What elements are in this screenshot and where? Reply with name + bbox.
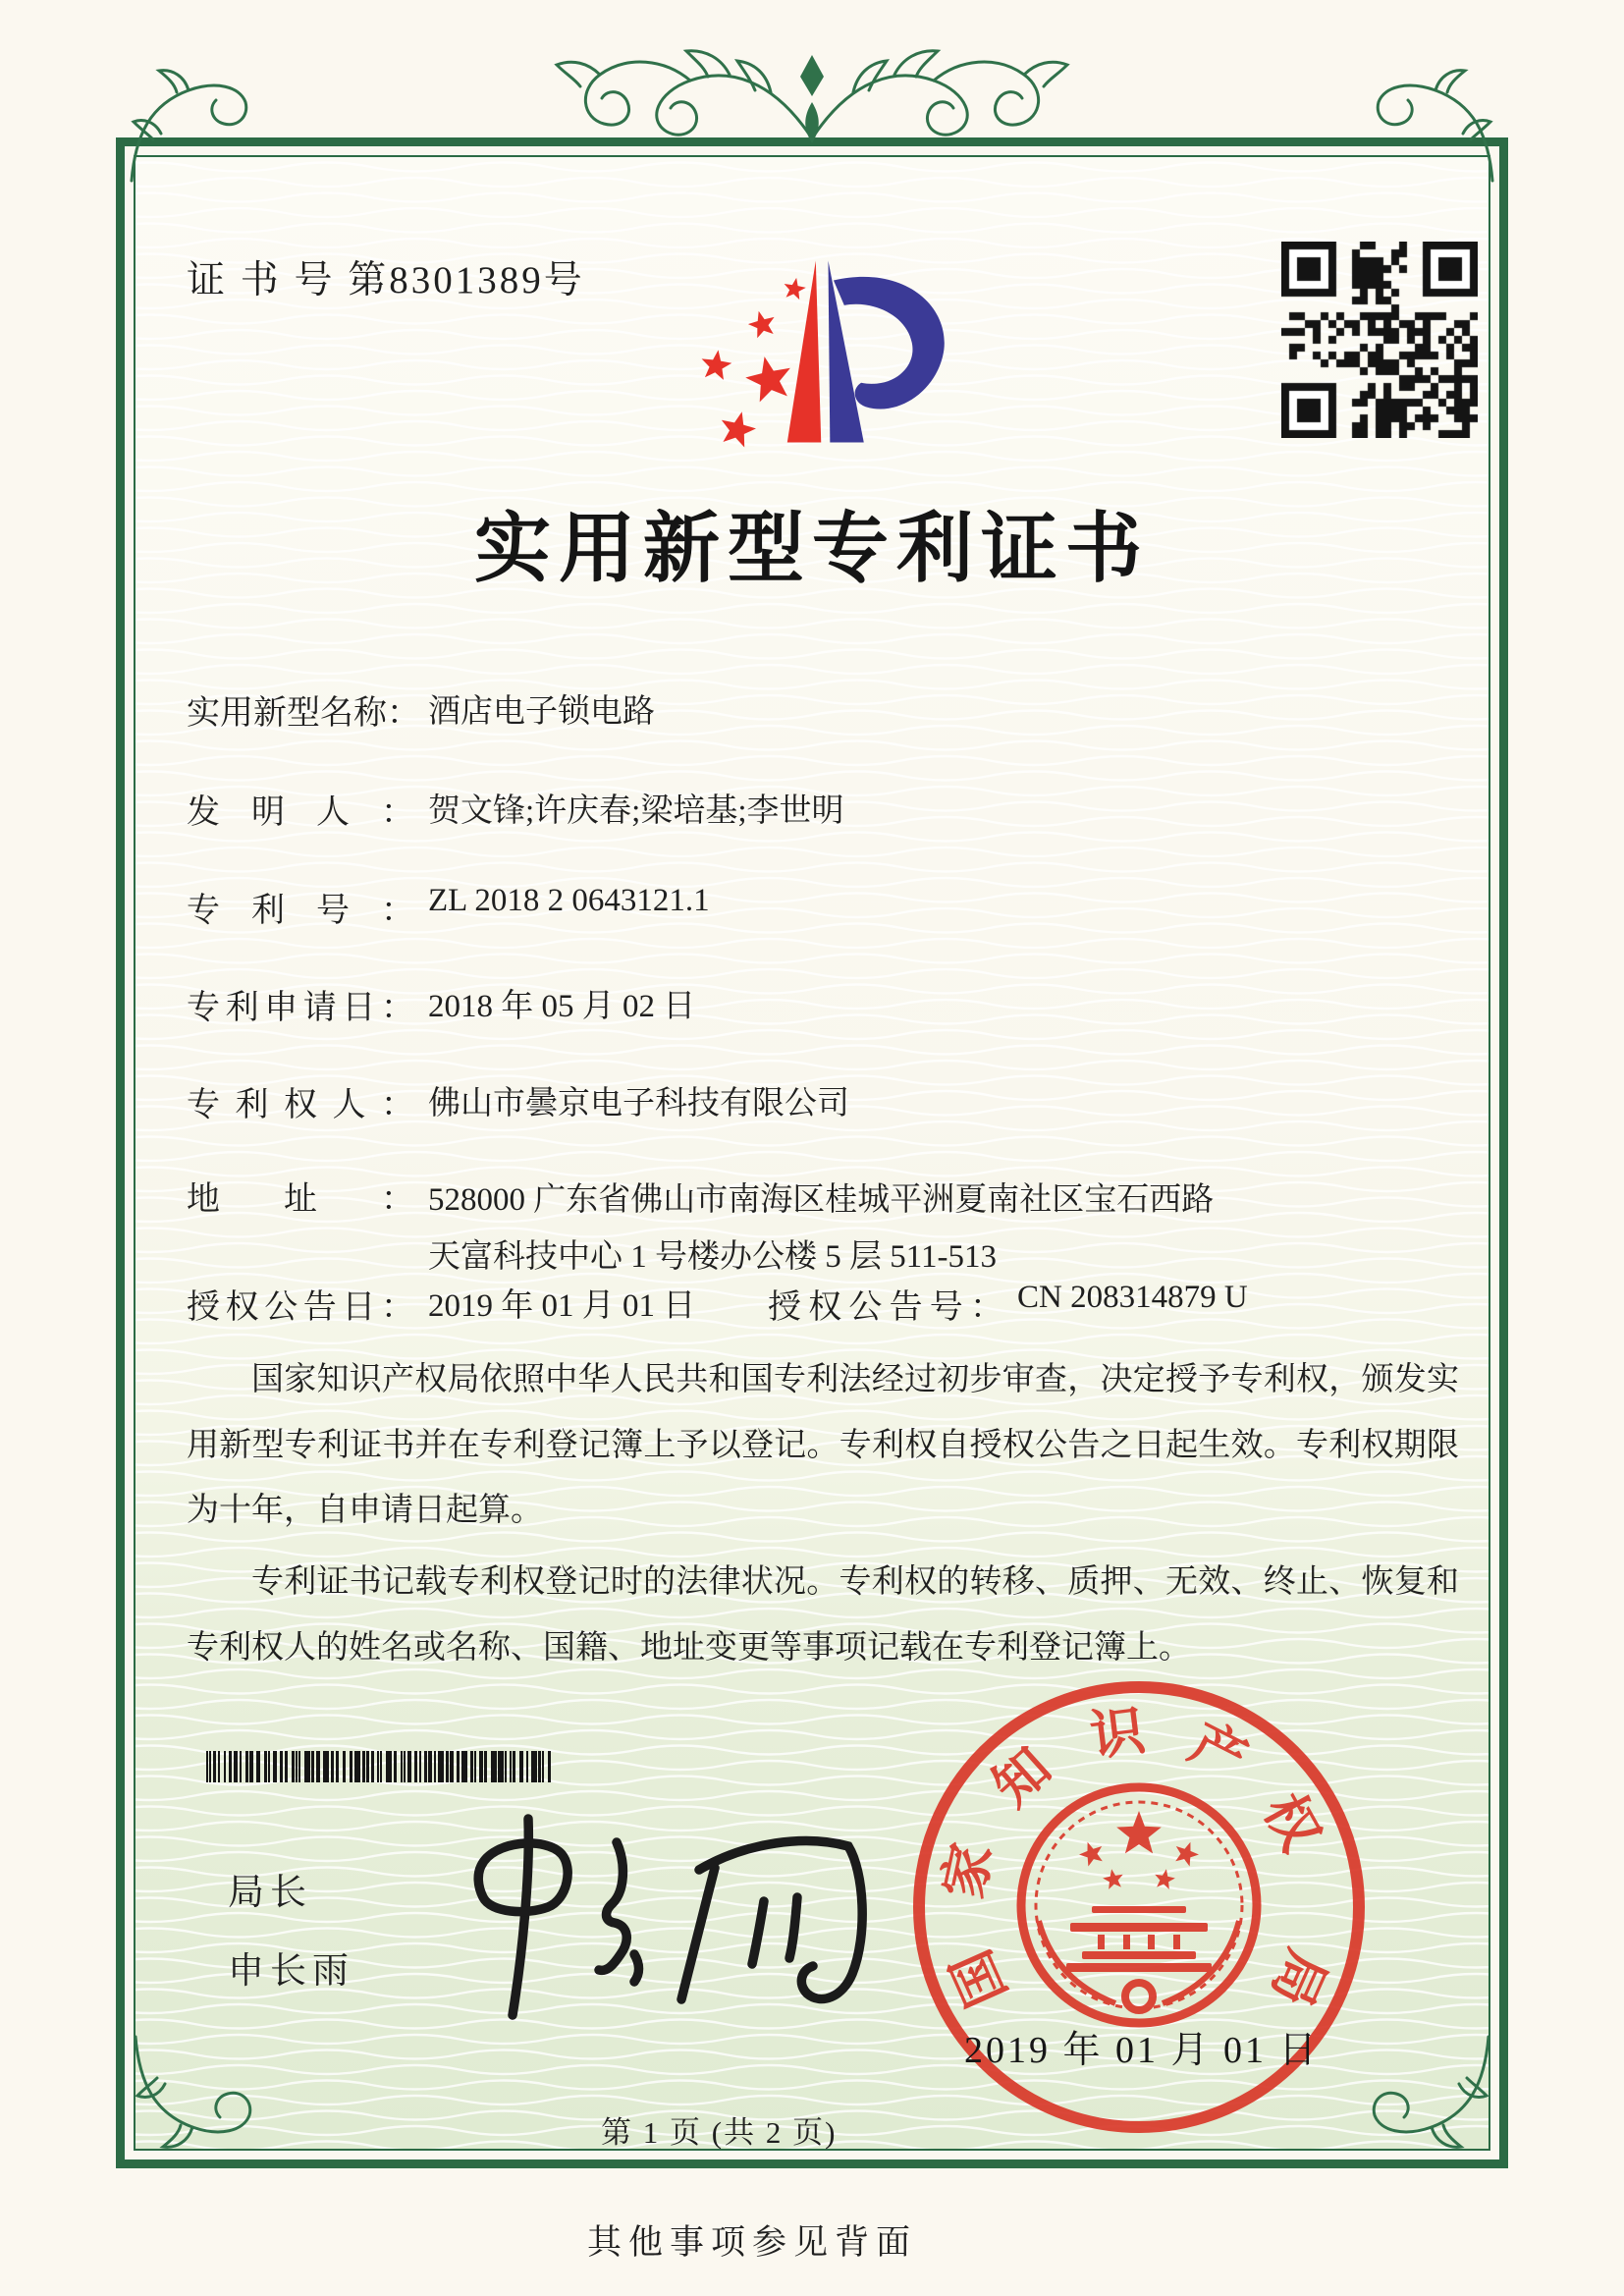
field-row-inventors	[187, 785, 844, 833]
field-label: 发明人：	[187, 794, 414, 831]
field-row-patentee	[187, 1077, 849, 1125]
field-label: 专利权人：	[187, 1087, 414, 1123]
seal-character: 知	[982, 1736, 1062, 1818]
top-right-corner-ornament	[1371, 65, 1498, 183]
qr-code	[1281, 242, 1478, 438]
field-label: 授权公告日：	[187, 1289, 414, 1326]
legal-paragraph-2: 专利证书记载专利权登记时的法律状况。专利权的转移、质押、无效、终止、恢复和专利权人的姓名或名称、国籍、地址变更等事项记载在专利登记簿上。	[187, 1563, 1459, 1666]
top-center-dragon-ornament	[537, 41, 1087, 171]
seal-character: 国	[941, 1941, 1018, 2015]
grant-number-pair	[768, 1280, 1248, 1328]
star-icon	[748, 311, 775, 339]
bottom-right-corner-ornament	[1367, 2035, 1494, 2153]
field-label: 地址：	[187, 1181, 414, 1218]
star-icon	[1175, 1842, 1199, 1867]
seal-date: 2019 年 01 月 01 日	[964, 2030, 1320, 2071]
seal-character: 产	[1180, 1712, 1257, 1791]
field-value: 贺文锋;许庆春;梁培基;李世明	[428, 793, 844, 829]
field-label: 授权公告号：	[768, 1289, 1003, 1326]
field-value: 酒店电子锁电路	[428, 694, 655, 730]
star-icon	[1155, 1869, 1175, 1889]
page-indicator: 第 1 页 (共 2 页)	[601, 2115, 838, 2150]
address-value	[428, 1172, 1214, 1285]
field-value: 2019 年 01 月 01 日	[428, 1288, 696, 1324]
star-icon	[1079, 1842, 1103, 1867]
star-icon	[785, 278, 806, 300]
seal-character: 识	[1087, 1700, 1149, 1767]
logo-stars	[702, 278, 806, 448]
field-value: 2018 年 05 月 02 日	[428, 989, 696, 1024]
officer-title: 局长	[228, 1873, 312, 1913]
field-row-grant	[187, 1280, 1248, 1328]
field-label: 专利申请日：	[187, 990, 414, 1026]
cnipa-logo	[680, 246, 947, 458]
seal-character: 家	[933, 1837, 1003, 1904]
address-line-2: 天富科技中心 1 号楼办公楼 5 层 511-513	[428, 1239, 998, 1275]
national-emblem	[1009, 1776, 1269, 2035]
bottom-left-corner-ornament	[130, 2035, 257, 2153]
back-note: 其他事项参见背面	[587, 2223, 918, 2262]
officer-name: 申长雨	[228, 1951, 354, 1992]
field-row-filing-date	[187, 980, 695, 1028]
address-line-1: 528000 广东省佛山市南海区桂城平洲夏南社区宝石西路	[428, 1182, 1215, 1218]
star-icon	[1103, 1869, 1123, 1889]
star-icon	[702, 350, 732, 380]
field-row-name	[187, 685, 655, 734]
field-row-address	[187, 1172, 1214, 1285]
field-label: 实用新型名称：	[187, 695, 420, 732]
field-row-patent-number	[187, 883, 710, 931]
field-value: CN 208314879 U	[1017, 1280, 1248, 1315]
field-value: ZL 2018 2 0643121.1	[428, 883, 710, 918]
star-icon	[1116, 1811, 1162, 1853]
star-icon	[745, 356, 790, 402]
legal-paragraph-1: 国家知识产权局依照中华人民共和国专利法经过初步审查，决定授予专利权，颁发实用新型专利证书并在专利登记簿上予以登记。专利权自授权公告之日起生效。专利权期限为十年，自申请日起算。	[187, 1362, 1459, 1529]
seal-character: 局	[1260, 1941, 1337, 2015]
legal-text	[187, 1347, 1459, 1686]
barcode	[206, 1751, 568, 1782]
star-icon	[722, 411, 756, 447]
certificate-title: 实用新型专利证书	[473, 506, 1150, 591]
signature	[452, 1807, 913, 2033]
field-label: 专利号：	[187, 893, 414, 929]
top-left-corner-ornament	[126, 65, 253, 183]
field-value: 佛山市曇京电子科技有限公司	[428, 1086, 849, 1121]
seal-character: 权	[1252, 1783, 1331, 1861]
certificate-number: 证 书 号 第8301389号	[187, 259, 585, 301]
